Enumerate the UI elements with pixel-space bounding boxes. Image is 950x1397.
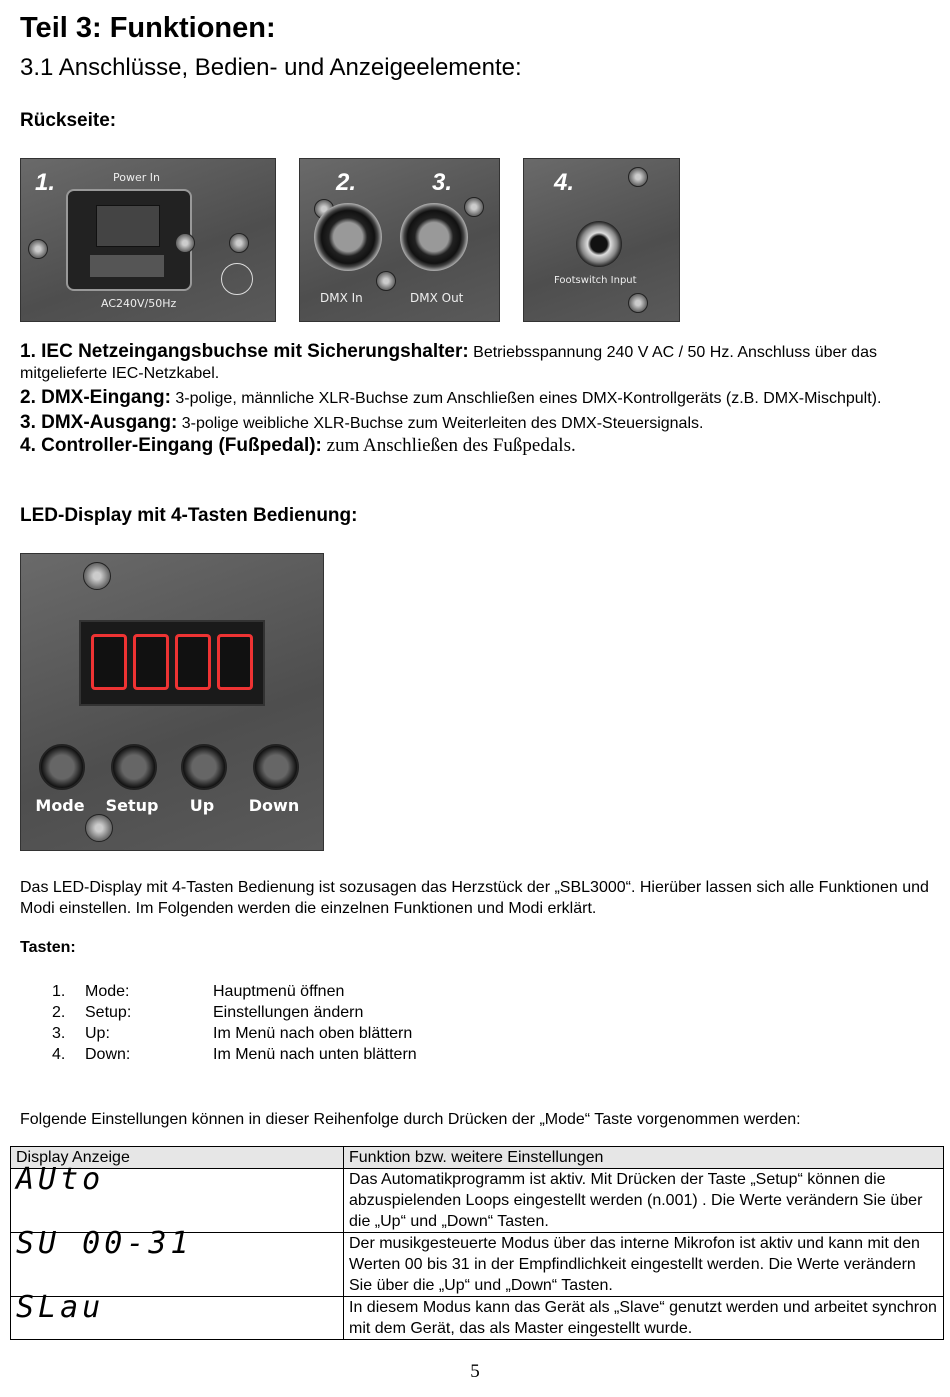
- jack-socket-icon: [576, 221, 622, 267]
- table-header: Display Anzeige: [11, 1147, 344, 1169]
- button-label: Setup: [105, 796, 159, 815]
- xlr-male-icon: [314, 203, 382, 271]
- photo-label: Footswitch Input: [554, 275, 637, 286]
- mode-button[interactable]: [39, 744, 85, 790]
- button-label: Up: [189, 796, 215, 815]
- connection-list: [20, 341, 935, 457]
- led-display: [79, 620, 265, 706]
- table-row: [11, 1233, 944, 1297]
- list-item: 2. Setup: Einstellungen ändern: [52, 1004, 364, 1021]
- photo-number: 4.: [554, 169, 575, 196]
- connection-item: 4. Controller-Eingang (Fußpedal): zum Anschließen des Fußpedals.: [20, 435, 576, 456]
- photo-label: Power In: [113, 171, 160, 184]
- list-item: 1. Mode: Hauptmenü öffnen: [52, 983, 345, 1000]
- photo-label: DMX Out: [410, 291, 464, 305]
- down-button[interactable]: [253, 744, 299, 790]
- power-in-photo: [20, 158, 276, 322]
- table-cell: In diesem Modus kann das Gerät als „Slave“ genutzt werden und arbeitet synchron mit dem Gerät, das als Master eingestellt wurde.: [344, 1297, 944, 1340]
- photo-number: 3.: [432, 169, 453, 196]
- table-cell: Das Automatikprogramm ist aktiv. Mit Drücken der Taste „Setup“ können die abzuspielenden Loops eingestellt werden (n.001) . Die Werte verändern Sie über die „Up“ und „Down“ Tasten.: [344, 1169, 944, 1233]
- table-header: Funktion bzw. weitere Einstellungen: [344, 1147, 944, 1169]
- page-number: 5: [470, 1361, 480, 1382]
- led-heading: LED-Display mit 4-Tasten Bedienung:: [20, 505, 358, 526]
- keys-heading: Tasten:: [20, 939, 76, 956]
- intro-paragraph: Das LED-Display mit 4-Tasten Bedienung ist sozusagen das Herzstück der „SBL3000“. Hierüber lassen sich alle Funktionen und Modi einstellen. Im Folgenden werden die einzelnen Funktionen und Modi erklärt.: [20, 879, 929, 917]
- control-panel-photo: [20, 553, 324, 851]
- footswitch-photo: [523, 158, 680, 322]
- iec-socket-icon: [66, 189, 192, 291]
- rear-heading: Rückseite:: [20, 110, 117, 131]
- photo-number: 1.: [35, 169, 56, 196]
- page-title: Teil 3: Funktionen:: [20, 12, 276, 44]
- photo-label: DMX In: [320, 291, 363, 305]
- table-cell: Der musikgesteuerte Modus über das interne Mikrofon ist aktiv und kann mit den Werten 00 bis 31 in der Empfindlichkeit eingestellt werden. Die Werte verändern Sie über die „Up“ und „Down“ Tasten.: [344, 1233, 944, 1297]
- table-row: [11, 1169, 944, 1233]
- settings-intro: Folgende Einstellungen können in dieser Reihenfolge durch Drücken der „Mode“ Taste vorgenommen werden:: [20, 1111, 801, 1128]
- button-label: Down: [248, 796, 300, 815]
- button-label: Mode: [35, 796, 85, 815]
- display-code: SU 00-31: [11, 1233, 344, 1297]
- photo-number: 2.: [336, 169, 357, 196]
- list-item: 3. Up: Im Menü nach oben blättern: [52, 1025, 413, 1042]
- ground-icon: [221, 263, 253, 295]
- connection-item: 2. DMX-Eingang: 3-polige, männliche XLR-Buchse zum Anschließen eines DMX-Kontrollgeräts (z.B. DMX-Mischpult).: [20, 387, 882, 408]
- settings-table: [10, 1146, 944, 1340]
- xlr-female-icon: [400, 203, 468, 271]
- connection-item: 3. DMX-Ausgang: 3-polige weibliche XLR-Buchse zum Weiterleiten des DMX-Steuersignals.: [20, 412, 704, 433]
- dmx-photo: [299, 158, 500, 322]
- section-subtitle: 3.1 Anschlüsse, Bedien- und Anzeigeelemente:: [20, 54, 522, 81]
- keys-list: [52, 981, 417, 1065]
- up-button[interactable]: [181, 744, 227, 790]
- setup-button[interactable]: [111, 744, 157, 790]
- table-row: [11, 1297, 944, 1340]
- display-code: SLau: [11, 1297, 344, 1340]
- display-code: AUto: [11, 1169, 344, 1233]
- connection-item: 1. IEC Netzeingangsbuchse mit Sicherungshalter: Betriebsspannung 240 V AC / 50 Hz. Anschluss über das mitgelieferte IEC-Netzkabel.: [20, 341, 877, 382]
- photo-label: AC240V/50Hz: [101, 297, 177, 310]
- list-item: 4. Down: Im Menü nach unten blättern: [52, 1046, 417, 1063]
- table-header-row: [11, 1147, 944, 1169]
